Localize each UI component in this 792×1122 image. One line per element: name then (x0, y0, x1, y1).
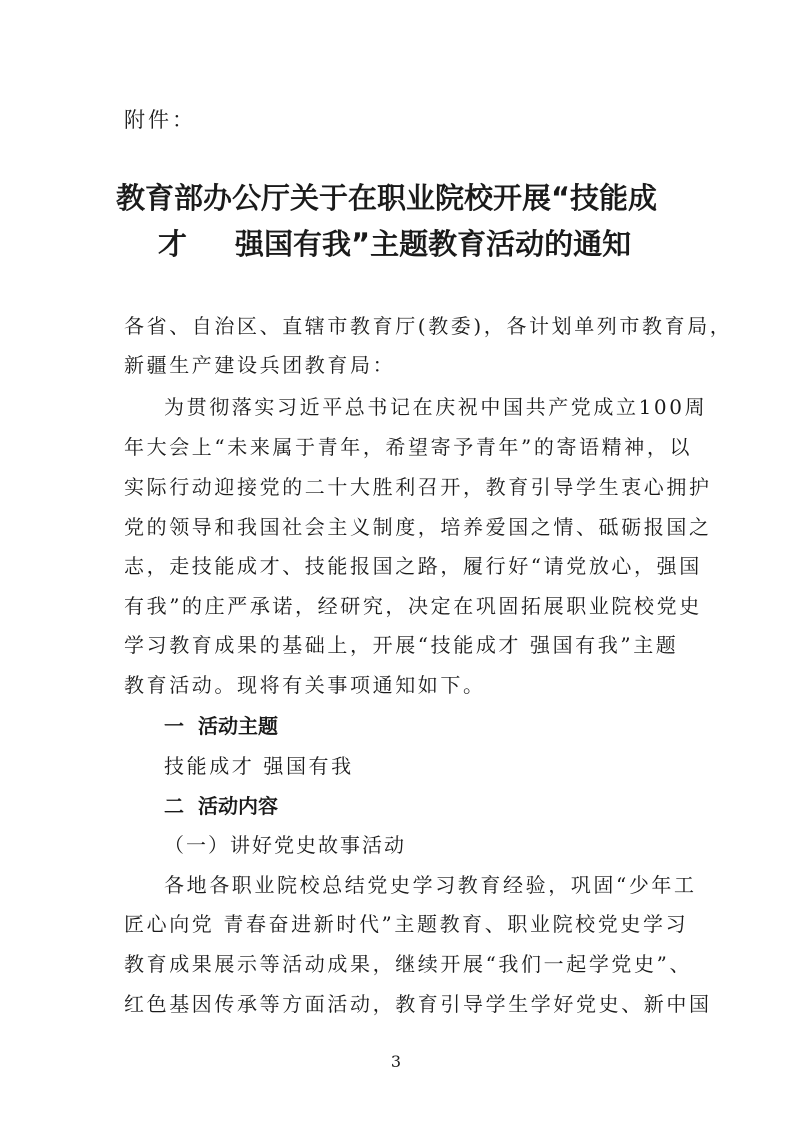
page-number: 3 (390, 1052, 402, 1071)
section-2-subheading: （一）讲好党史故事活动 (164, 833, 406, 857)
document-title-line-1: 教育部办公厅关于在职业院校开展“技能成 (116, 181, 658, 215)
intro-paragraph-line-7: 学习教育成果的基础上，开展“技能成才 强国有我”主题 (124, 633, 679, 657)
section-2-paragraph-line-2: 匠心向党 青春奋进新时代”主题教育、职业院校党史学习 (124, 912, 689, 936)
section-1-content: 技能成才 强国有我 (164, 754, 354, 778)
salutation-line-1: 各省、自治区、直辖市教育厅(教委)，各计划单列市教育局， (124, 314, 733, 338)
intro-paragraph-line-1: 为贯彻落实习近平总书记在庆祝中国共产党成立100周 (164, 395, 708, 419)
section-2-heading (164, 790, 278, 819)
intro-paragraph-line-5: 志，走技能成才、技能报国之路，履行好“请党放心，强国 (124, 554, 702, 578)
section-2-title: 活动内容 (198, 794, 278, 818)
section-2-paragraph-line-3: 教育成果展示等活动成果，继续开展“我们一起学党史”、 (124, 952, 693, 976)
attachment-label: 附件： (124, 108, 196, 132)
section-1-title: 活动主题 (198, 714, 278, 738)
intro-paragraph-line-3: 实际行动迎接党的二十大胜利召开，教育引导学生衷心拥护 (124, 475, 712, 499)
section-1-heading (164, 710, 278, 739)
intro-paragraph-line-4: 党的领导和我国社会主义制度，培养爱国之情、砥砺报国之 (124, 515, 712, 539)
intro-paragraph-line-8: 教育活动。现将有关事项通知如下。 (124, 673, 486, 697)
intro-paragraph-line-6: 有我”的庄严承诺，经研究，决定在巩固拓展职业院校党史 (124, 594, 702, 618)
salutation-line-2: 新疆生产建设兵团教育局： (124, 353, 396, 377)
section-2-paragraph-line-1: 各地各职业院校总结党史学习教育经验，巩固“少年工 (164, 873, 697, 897)
section-2-number: 二 (164, 794, 184, 818)
section-1-number: 一 (164, 714, 184, 738)
title-line-2-part-b: 强国有我”主题教育活动的通知 (235, 227, 632, 261)
section-2-paragraph-line-4: 红色基因传承等方面活动，教育引导学生学好党史、新中国 (124, 992, 712, 1016)
intro-paragraph-line-2: 年大会上“未来属于青年，希望寄予青年”的寄语精神，以 (124, 435, 693, 459)
title-line-2-part-a: 才 (158, 227, 188, 261)
document-title-line-2 (158, 222, 728, 263)
